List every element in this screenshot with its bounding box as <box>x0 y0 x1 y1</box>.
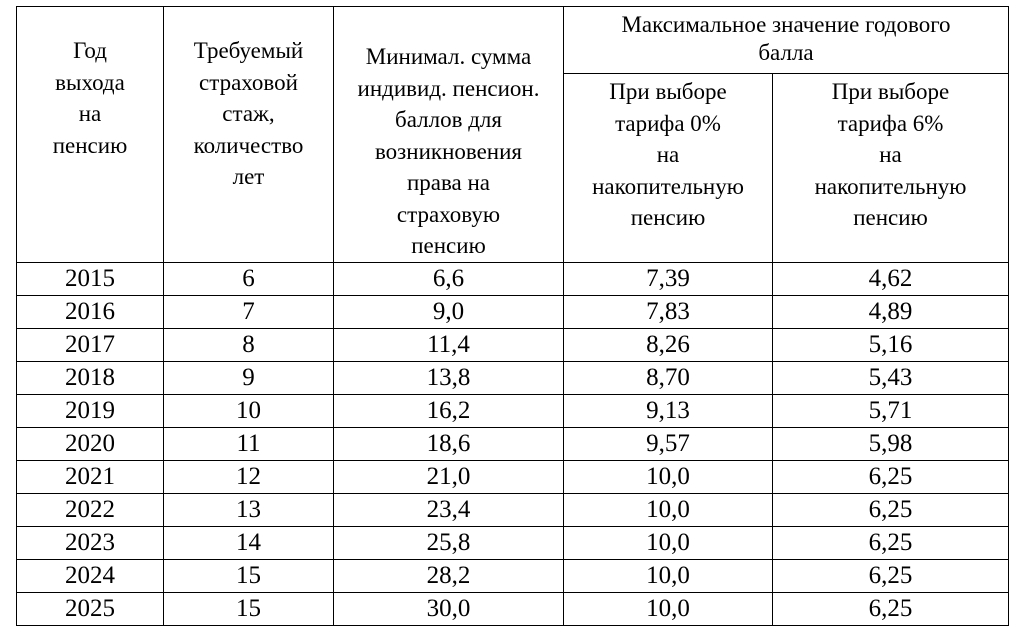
header-tariff6-line: тарифа 6% <box>837 110 944 136</box>
header-tariff0-line: накопительную <box>592 173 744 199</box>
cell-tariff-6: 5,16 <box>773 329 1009 362</box>
cell-min-points: 11,4 <box>334 329 564 362</box>
cell-year: 2023 <box>17 527 164 560</box>
header-min-points-line: права на <box>406 170 491 195</box>
cell-year: 2016 <box>17 296 164 329</box>
cell-tariff-6: 5,43 <box>773 362 1009 395</box>
header-min-points-line: пенсию <box>411 233 486 258</box>
header-year-line: пенсию <box>52 132 128 158</box>
header-year <box>17 7 164 263</box>
header-max-group-line: Максимальное значение годового <box>621 12 951 37</box>
cell-min-points: 28,2 <box>334 560 564 593</box>
header-experience-line: стаж, <box>222 101 275 126</box>
cell-tariff-6: 6,25 <box>773 593 1009 626</box>
cell-year: 2025 <box>17 593 164 626</box>
header-year-line: Год <box>73 38 107 63</box>
table-row <box>17 296 1009 329</box>
cell-tariff-0: 10,0 <box>564 560 773 593</box>
cell-min-points: 21,0 <box>334 461 564 494</box>
cell-tariff-0: 9,13 <box>564 395 773 428</box>
cell-tariff-6: 4,62 <box>773 263 1009 296</box>
cell-year: 2019 <box>17 395 164 428</box>
cell-tariff-6: 6,25 <box>773 560 1009 593</box>
table-row <box>17 263 1009 296</box>
table-row <box>17 461 1009 494</box>
header-tariff0-line: пенсию <box>630 205 706 230</box>
cell-tariff-6: 6,25 <box>773 527 1009 560</box>
cell-experience: 9 <box>164 362 334 395</box>
cell-tariff-0: 9,57 <box>564 428 773 461</box>
cell-tariff-0: 10,0 <box>564 461 773 494</box>
cell-tariff-0: 10,0 <box>564 527 773 560</box>
header-tariff-6 <box>773 74 1009 263</box>
cell-tariff-0: 7,39 <box>564 263 773 296</box>
table-body <box>17 263 1009 626</box>
cell-tariff-6: 6,25 <box>773 461 1009 494</box>
cell-year: 2017 <box>17 329 164 362</box>
header-min-points-line: баллов для <box>395 107 502 132</box>
cell-min-points: 30,0 <box>334 593 564 626</box>
cell-min-points: 25,8 <box>334 527 564 560</box>
cell-tariff-0: 10,0 <box>564 593 773 626</box>
cell-experience: 10 <box>164 395 334 428</box>
cell-experience: 12 <box>164 461 334 494</box>
table-row <box>17 362 1009 395</box>
header-experience <box>164 7 334 263</box>
header-tariff6-line: на <box>879 142 902 167</box>
cell-year: 2024 <box>17 560 164 593</box>
cell-experience: 11 <box>164 428 334 461</box>
table-row <box>17 494 1009 527</box>
header-experience-line: страховой <box>199 69 298 95</box>
cell-min-points: 13,8 <box>334 362 564 395</box>
cell-year: 2022 <box>17 494 164 527</box>
header-tariff6-line: пенсию <box>853 205 928 230</box>
cell-experience: 15 <box>164 560 334 593</box>
cell-experience: 14 <box>164 527 334 560</box>
header-max-group-line: балла <box>758 40 814 65</box>
header-tariff-0 <box>564 74 773 263</box>
header-tariff6-line: При выборе <box>831 79 950 104</box>
header-min-points <box>334 7 564 263</box>
cell-experience: 6 <box>164 263 334 296</box>
cell-year: 2020 <box>17 428 164 461</box>
cell-year: 2021 <box>17 461 164 494</box>
header-year-line: на <box>78 101 102 126</box>
header-max-annual-points <box>564 7 1009 74</box>
header-tariff0-line: При выборе <box>609 79 727 104</box>
header-experience-line: количество <box>193 132 304 158</box>
cell-tariff-0: 10,0 <box>564 494 773 527</box>
cell-min-points: 9,0 <box>334 296 564 329</box>
table-row <box>17 560 1009 593</box>
table-row <box>17 527 1009 560</box>
cell-experience: 13 <box>164 494 334 527</box>
table-row <box>17 593 1009 626</box>
table-row <box>17 395 1009 428</box>
header-min-points-line: возникновения <box>374 138 523 164</box>
table-row <box>17 428 1009 461</box>
pension-points-table <box>16 6 1009 626</box>
header-tariff0-line: на <box>656 142 680 167</box>
header-experience-line: Требуемый <box>193 38 304 63</box>
header-min-points-line: индивид. пенсион. <box>357 75 540 101</box>
cell-tariff-6: 5,71 <box>773 395 1009 428</box>
cell-tariff-0: 8,70 <box>564 362 773 395</box>
header-experience-line: лет <box>232 164 265 189</box>
cell-year: 2015 <box>17 263 164 296</box>
cell-year: 2018 <box>17 362 164 395</box>
cell-min-points: 23,4 <box>334 494 564 527</box>
header-tariff6-line: накопительную <box>814 173 967 199</box>
table-row <box>17 329 1009 362</box>
header-min-points-line: Минимал. сумма <box>365 44 532 69</box>
cell-min-points: 6,6 <box>334 263 564 296</box>
cell-tariff-6: 4,89 <box>773 296 1009 329</box>
cell-tariff-0: 8,26 <box>564 329 773 362</box>
cell-min-points: 18,6 <box>334 428 564 461</box>
header-year-line: выхода <box>55 69 125 95</box>
cell-tariff-6: 5,98 <box>773 428 1009 461</box>
header-min-points-line: страховую <box>396 201 501 227</box>
cell-experience: 8 <box>164 329 334 362</box>
cell-tariff-6: 6,25 <box>773 494 1009 527</box>
cell-experience: 15 <box>164 593 334 626</box>
cell-min-points: 16,2 <box>334 395 564 428</box>
header-tariff0-line: тарифа 0% <box>615 110 721 136</box>
cell-tariff-0: 7,83 <box>564 296 773 329</box>
cell-experience: 7 <box>164 296 334 329</box>
